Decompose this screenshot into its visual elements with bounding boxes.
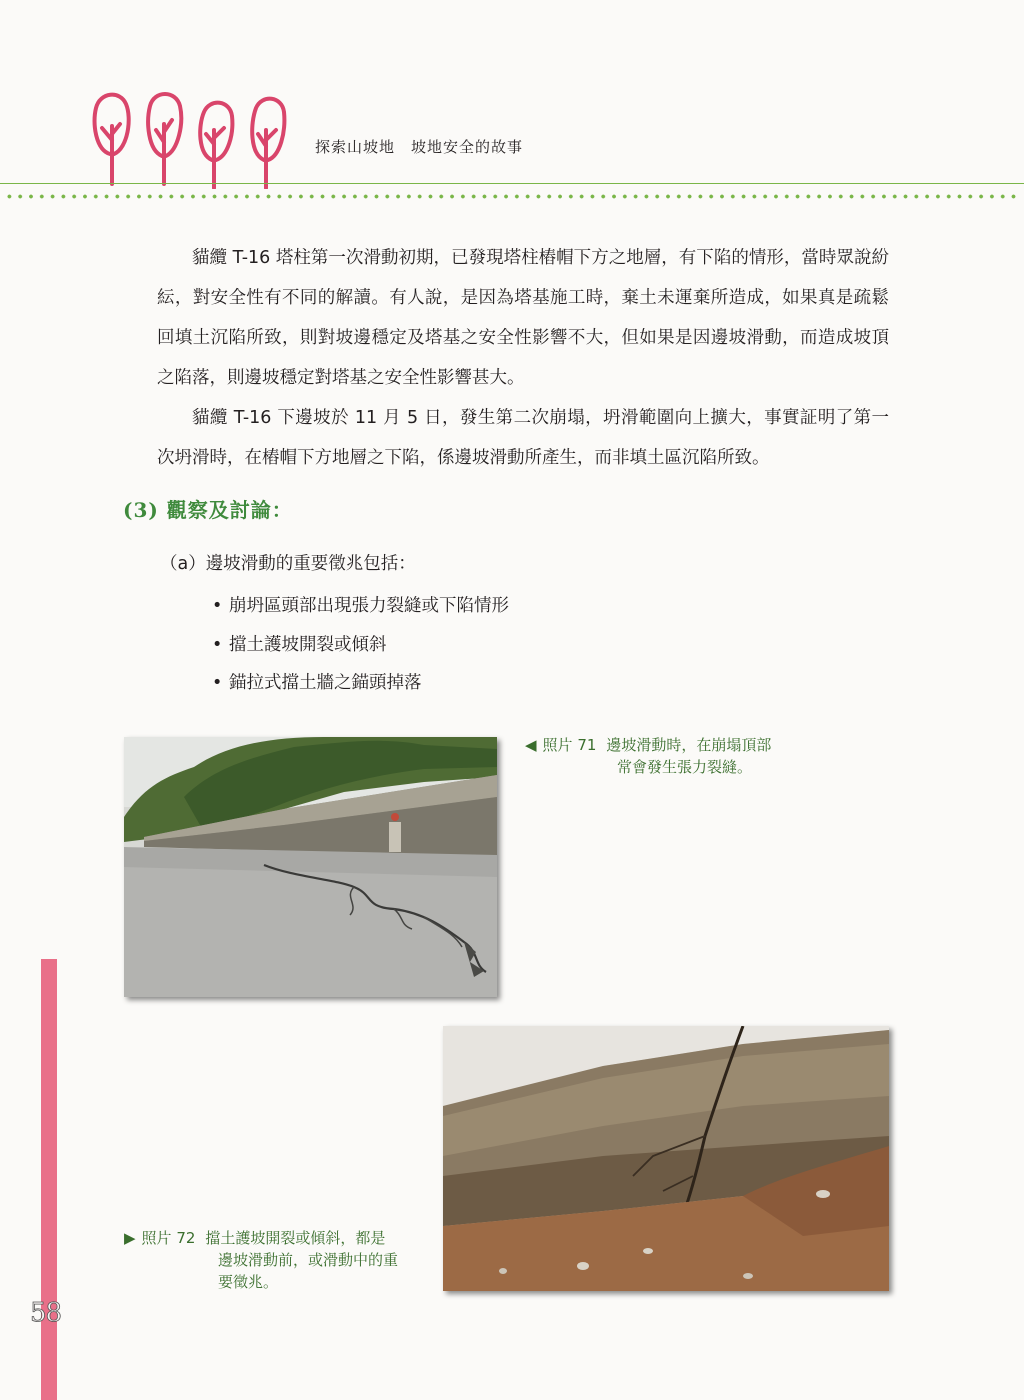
list-item: • 擋土護坡開裂或傾斜 — [212, 626, 509, 665]
tree-icon — [200, 103, 232, 188]
header-title: 探索山坡地 坡地安全的故事 — [315, 138, 524, 156]
page-number: 58 — [30, 1298, 62, 1328]
photo-road-tension-crack — [124, 737, 497, 997]
photo-number: 照片 71 — [542, 736, 597, 754]
photo72-caption — [124, 1227, 434, 1293]
symptom-list — [212, 587, 509, 703]
list-item: • 崩坍區頭部出現張力裂縫或下陷情形 — [212, 587, 509, 626]
photo71-caption — [525, 734, 825, 778]
tree-icon — [252, 99, 284, 188]
header-rule — [0, 183, 1024, 184]
header-dotted-line — [4, 194, 1020, 199]
header-trees-logo — [86, 84, 301, 189]
paragraph: 貓纜 T-16 塔柱第一次滑動初期，已發現塔柱樁帽下方之地層，有下陷的情形，當時眾說紛紜，對安全性有不同的解讀。有人說，是因為塔基施工時，棄土未運棄所造成，如果真是疏鬆回填土沉陷所致，則對坡邊穩定及塔基之安全性影響不大，但如果是因邊坡滑動，而造成坡頂之陷落，則邊坡穩定對塔基之安全性影響甚大。 — [157, 248, 889, 388]
section-heading: (3) 觀察及討論： — [123, 498, 293, 522]
caption-line: 要徵兆。 — [218, 1273, 279, 1291]
paragraph: 貓纜 T-16 下邊坡於 11 月 5 日，發生第二次崩塌，坍滑範圍向上擴大，事實証明了第一次坍滑時，在樁帽下方地層之下陷，係邊坡滑動所產生，而非填土區沉陷所致。 — [157, 408, 889, 468]
caption-line: 常會發生張力裂縫。 — [617, 758, 753, 776]
triangle-right-icon: ▶ — [124, 1229, 136, 1247]
list-item: • 錨拉式擋土牆之錨頭掉落 — [212, 664, 509, 703]
tree-icon — [148, 94, 181, 184]
caption-line: 擋土護坡開裂或傾斜，都是 — [205, 1229, 386, 1247]
caption-line: 邊坡滑動前，或滑動中的重 — [218, 1251, 399, 1269]
photo-number: 照片 72 — [141, 1229, 196, 1247]
caption-line: 邊坡滑動時，在崩塌頂部 — [606, 736, 772, 754]
section-subheading: （a）邊坡滑動的重要徵兆包括： — [160, 554, 416, 574]
tree-icon — [95, 95, 129, 184]
page-side-bar — [41, 959, 57, 1400]
photo-cracked-retaining-wall — [443, 1026, 889, 1291]
triangle-left-icon: ◀ — [525, 736, 537, 754]
body-text — [157, 238, 889, 478]
